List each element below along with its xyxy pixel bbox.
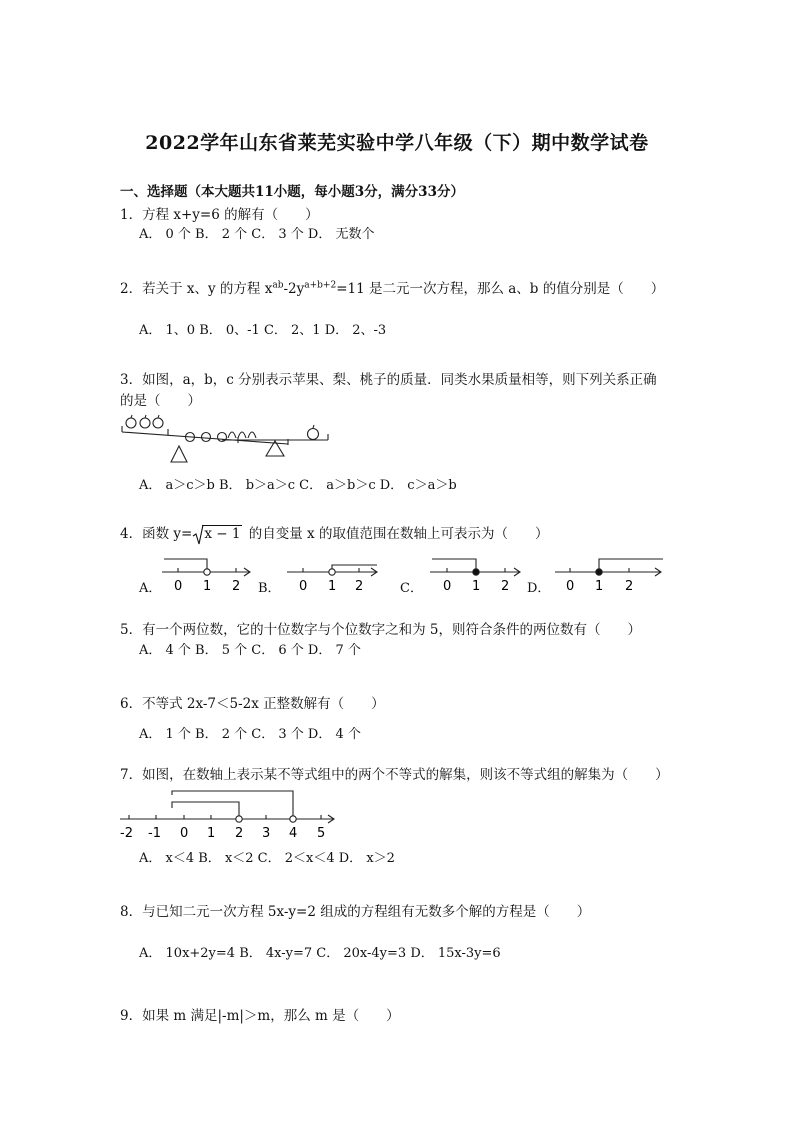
tick-label: 0 bbox=[174, 579, 183, 594]
question-6-options: A． 1 个 B． 2 个 C． 3 个 D． 4 个 bbox=[139, 727, 361, 742]
tick-label: 4 bbox=[289, 826, 298, 841]
radical-sign-icon bbox=[192, 524, 204, 546]
tick-label: 2 bbox=[235, 826, 244, 841]
question-3-options: A． a＞c＞b B． b＞a＞c C． a＞b＞c D． c＞a＞b bbox=[139, 478, 457, 493]
number-line-q7 bbox=[118, 786, 343, 841]
question-7-options: A． x＜4 B． x＜2 C． 2＜x＜4 D． x＞2 bbox=[139, 851, 395, 866]
number-line-option-b bbox=[285, 552, 385, 594]
q4-option-a-label: A． bbox=[139, 581, 162, 596]
question-7: 7．如图，在数轴上表示某不等式组中的两个不等式的解集，则该不等式组的解集为（ ） bbox=[120, 767, 669, 783]
question-3-line-1: 3．如图，a，b，c 分别表示苹果、梨、桃子的质量．同类水果质量相等，则下列关系正确 bbox=[120, 372, 657, 388]
tick-label: 1 bbox=[595, 579, 604, 594]
question-9: 9．如果 m 满足|-m|＞m，那么 m 是（ ） bbox=[120, 1008, 400, 1024]
question-4: 4．函数 y= x − 1 的自变量 x 的取值范围在数轴上可表示为（ ） bbox=[120, 522, 548, 542]
tick-label: 0 bbox=[299, 579, 308, 594]
question-2-options: A． 1、0 B． 0、-1 C． 2、1 D． 2、-3 bbox=[139, 323, 387, 338]
balance-scales-figure bbox=[118, 412, 333, 467]
q4-option-d-label: D． bbox=[527, 581, 551, 596]
question-3-line-2: 的是（ ） bbox=[120, 393, 201, 409]
question-8: 8．与已知二元一次方程 5x-y=2 组成的方程组有无数多个解的方程是（ ） bbox=[120, 904, 591, 920]
sqrt-formula: y= x − 1 bbox=[173, 526, 244, 542]
tick-label: 1 bbox=[203, 579, 212, 594]
question-1-options: A． 0 个 B． 2 个 C． 3 个 D． 无数个 bbox=[139, 227, 375, 242]
tick-label: 0 bbox=[566, 579, 575, 594]
page-title: 2022学年山东省莱芜实验中学八年级（下）期中数学试卷 bbox=[145, 132, 649, 154]
tick-label: 2 bbox=[232, 579, 241, 594]
q4-option-c-label: C． bbox=[400, 581, 423, 596]
tick-label: 3 bbox=[262, 826, 271, 841]
tick-label: 1 bbox=[472, 579, 481, 594]
number-line-option-d bbox=[553, 552, 668, 594]
tick-label: 1 bbox=[207, 826, 216, 841]
question-1: 1．方程 x+y=6 的解有（ ） bbox=[120, 207, 319, 223]
tick-label: 5 bbox=[317, 826, 326, 841]
question-5: 5．有一个两位数，它的十位数字与个位数字之和为 5，则符合条件的两位数有（ ） bbox=[120, 622, 641, 638]
question-6: 6．不等式 2x-7＜5-2x 正整数解有（ ） bbox=[120, 696, 385, 712]
tick-label: 0 bbox=[443, 579, 452, 594]
tick-label: 0 bbox=[180, 826, 189, 841]
tick-label: 2 bbox=[355, 579, 364, 594]
tick-label: -1 bbox=[148, 826, 161, 841]
number-line-option-c bbox=[428, 552, 528, 594]
tick-label: -2 bbox=[120, 826, 133, 841]
question-8-options: A． 10x+2y=4 B． 4x-y=7 C． 20x-4y=3 D． 15x-3y=6 bbox=[139, 946, 501, 961]
section-heading: 一、选择题（本大题共11小题，每小题3分，满分33分） bbox=[120, 184, 464, 200]
tick-label: 2 bbox=[501, 579, 510, 594]
number-line-option-a bbox=[160, 552, 256, 594]
question-5-options: A． 4 个 B． 5 个 C． 6 个 D． 7 个 bbox=[139, 643, 361, 658]
tick-label: 1 bbox=[328, 579, 337, 594]
tick-label: 2 bbox=[625, 579, 634, 594]
question-2: 2．若关于 x、y 的方程 $x^{ab}-2y^{a+b+2}=11$ 是二元一次方程，那么 a、b 的值分别是（ ） bbox=[120, 280, 665, 297]
q4-option-b-label: B． bbox=[258, 581, 281, 596]
